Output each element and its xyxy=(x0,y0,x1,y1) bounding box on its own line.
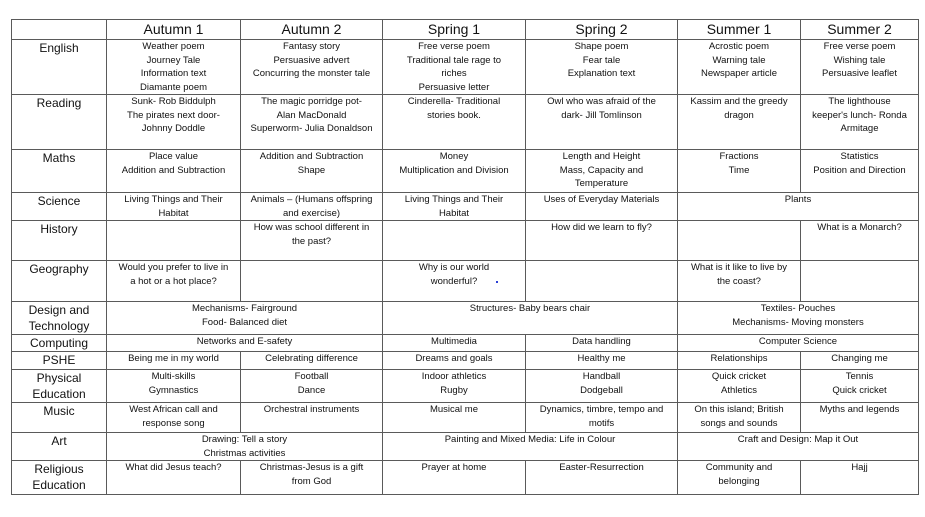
cell-line: Persuasive letter xyxy=(418,81,490,93)
topic-cell xyxy=(801,221,919,261)
cell-line: keeper's lunch- Ronda xyxy=(812,109,907,121)
term-header: Autumn 2 xyxy=(241,20,383,40)
subject-label xyxy=(12,370,107,403)
topic-cell xyxy=(241,352,383,370)
cell-line: Money xyxy=(439,151,469,162)
term-header: Summer 1 xyxy=(678,20,801,40)
topic-cell xyxy=(107,150,241,193)
cell-line: Drawing: Tell a story xyxy=(201,434,288,445)
topic-cell xyxy=(801,403,919,433)
topic-cell xyxy=(678,403,801,433)
cell-line: the past? xyxy=(291,235,332,247)
topic-cell xyxy=(107,261,241,302)
cell-line: Acrostic poem xyxy=(708,41,770,52)
cell-line: Dynamics, timbre, tempo and xyxy=(539,404,664,415)
cell-line: Fantasy story xyxy=(282,41,341,52)
topic-cell xyxy=(107,335,383,352)
topic-cell xyxy=(383,302,678,335)
cell-line: What did Jesus teach? xyxy=(125,462,222,473)
cell-line: Community and xyxy=(705,462,773,473)
topic-cell xyxy=(526,335,678,352)
cell-line: The lighthouse xyxy=(828,96,891,107)
row-english xyxy=(12,40,919,95)
topic-cell xyxy=(241,193,383,221)
subject-label xyxy=(12,302,107,335)
cell-line: Length and Height xyxy=(562,151,641,162)
stray-mark xyxy=(496,281,498,283)
cell-line: Multimedia xyxy=(431,336,477,347)
subject-label xyxy=(12,150,107,193)
topic-cell xyxy=(801,461,919,495)
cell-line: Addition and Subtraction xyxy=(259,151,364,162)
row-history xyxy=(12,221,919,261)
topic-cell xyxy=(526,150,678,193)
cell-line: Free verse poem xyxy=(823,41,896,52)
topic-cell xyxy=(383,95,526,150)
cell-line: Geography xyxy=(29,262,89,276)
cell-line: Information text xyxy=(140,68,207,79)
cell-line: dark- Jill Tomlinson xyxy=(561,109,642,121)
cell-line: dragon xyxy=(724,109,754,121)
cell-line: Networks and E-safety xyxy=(196,336,293,347)
cell-line: Quick cricket xyxy=(832,384,887,396)
topic-cell xyxy=(678,261,801,302)
cell-line: Johnny Doddle xyxy=(141,123,206,134)
cell-line: Musical me xyxy=(429,404,479,415)
cell-line: a hot or a hot place? xyxy=(130,275,217,287)
row-reading xyxy=(12,95,919,150)
cell-line: On this island; British xyxy=(694,404,784,415)
cell-line: Fear tale xyxy=(582,54,621,66)
topic-cell xyxy=(107,370,241,403)
cell-line: Weather poem xyxy=(142,41,205,52)
cell-line: belonging xyxy=(718,475,760,487)
row-maths xyxy=(12,150,919,193)
topic-cell xyxy=(241,403,383,433)
cell-line: Persuasive leaflet xyxy=(822,68,897,79)
cell-line: Alan MacDonald xyxy=(276,109,347,121)
cell-line: response song xyxy=(142,417,205,429)
term-header: Spring 1 xyxy=(383,20,526,40)
cell-line: Free verse poem xyxy=(418,41,490,52)
row-music xyxy=(12,403,919,433)
row-religious-education xyxy=(12,461,919,495)
subject-label xyxy=(12,40,107,95)
cell-line: What is it like to live by xyxy=(690,262,788,273)
cell-line: Tennis xyxy=(845,371,874,382)
cell-line: Time xyxy=(728,164,750,176)
row-design-technology xyxy=(12,302,919,335)
topic-cell xyxy=(383,433,678,461)
topic-cell xyxy=(801,150,919,193)
cell-line: Rugby xyxy=(440,384,468,396)
subject-label xyxy=(12,261,107,302)
cell-line: PSHE xyxy=(42,353,76,367)
cell-line: Data handling xyxy=(572,336,631,347)
cell-line: Statistics xyxy=(840,151,879,162)
row-science xyxy=(12,193,919,221)
cell-line: English xyxy=(39,41,79,55)
topic-cell xyxy=(383,335,526,352)
topic-cell xyxy=(241,40,383,95)
cell-line: Would you prefer to live in xyxy=(118,262,229,273)
cell-line: Temperature xyxy=(574,178,629,189)
cell-line: Fractions xyxy=(719,151,759,162)
cell-line: Why is our world xyxy=(418,262,490,273)
cell-line: Technology xyxy=(28,319,90,333)
topic-cell xyxy=(107,193,241,221)
cell-line: Uses of Everyday Materials xyxy=(543,194,660,205)
topic-cell xyxy=(241,95,383,150)
cell-line: riches xyxy=(441,68,467,79)
subject-label xyxy=(12,193,107,221)
topic-cell xyxy=(107,221,241,261)
cell-line: Prayer at home xyxy=(421,462,487,473)
topic-cell xyxy=(107,461,241,495)
subject-label xyxy=(12,95,107,150)
cell-line: Mechanisms- Fairground xyxy=(191,303,298,314)
cell-line: Explanation text xyxy=(567,68,636,79)
cell-line: Science xyxy=(37,194,81,208)
cell-line: Habitat xyxy=(158,207,189,219)
subject-label xyxy=(12,403,107,433)
cell-line: Plants xyxy=(784,194,812,205)
cell-line: Food- Balanced diet xyxy=(201,316,288,328)
topic-cell xyxy=(383,40,526,95)
topic-cell xyxy=(526,40,678,95)
row-pshe xyxy=(12,352,919,370)
cell-line: Gymnastics xyxy=(148,384,199,396)
cell-line: Athletics xyxy=(721,384,757,396)
topic-cell xyxy=(241,461,383,495)
topic-cell xyxy=(526,403,678,433)
row-computing xyxy=(12,335,919,352)
subject-label xyxy=(12,352,107,370)
cell-line: Football xyxy=(294,371,329,382)
cell-line: Newspaper article xyxy=(700,68,778,79)
cell-line: Multiplication and Division xyxy=(399,164,509,176)
cell-line: Shape xyxy=(297,164,326,176)
term-header: Autumn 1 xyxy=(107,20,241,40)
topic-cell xyxy=(107,40,241,95)
cell-line: Myths and legends xyxy=(819,404,900,415)
topic-cell xyxy=(241,370,383,403)
cell-line: Being me in my world xyxy=(128,353,219,364)
cell-line: Healthy me xyxy=(577,353,626,364)
topic-cell xyxy=(526,261,678,302)
subject-label xyxy=(12,335,107,352)
cell-line: The magic porridge pot- xyxy=(261,96,362,107)
cell-line: Dreams and goals xyxy=(415,353,493,364)
cell-line: Handball xyxy=(582,371,621,382)
cell-line: Hajj xyxy=(851,462,868,473)
cell-line: the coast? xyxy=(717,275,761,287)
cell-line: Music xyxy=(43,404,75,418)
topic-cell xyxy=(678,461,801,495)
cell-line: Owl who was afraid of the xyxy=(547,96,656,107)
cell-line: Place value xyxy=(148,151,199,162)
cell-line: Wishing tale xyxy=(833,54,886,66)
cell-line: Superworm- Julia Donaldson xyxy=(250,123,373,134)
cell-line: Journey Tale xyxy=(146,54,201,66)
cell-line: Indoor athletics xyxy=(421,371,487,382)
cell-line: Addition and Subtraction xyxy=(121,164,226,176)
corner-cell xyxy=(12,20,107,40)
curriculum-table xyxy=(11,19,919,495)
cell-line: Maths xyxy=(42,151,76,165)
cell-line: Dodgeball xyxy=(580,384,623,396)
cell-line: Art xyxy=(51,434,67,448)
topic-cell xyxy=(241,261,383,302)
cell-line: Position and Direction xyxy=(813,164,906,176)
topic-cell xyxy=(383,193,526,221)
cell-line: Living Things and Their xyxy=(404,194,504,205)
topic-cell xyxy=(241,150,383,193)
topic-cell xyxy=(383,352,526,370)
cell-line: Christmas-Jesus is a gift xyxy=(259,462,364,473)
term-header: Summer 2 xyxy=(801,20,919,40)
cell-line: Design and xyxy=(28,303,90,317)
topic-cell xyxy=(383,403,526,433)
cell-line: Mass, Capacity and xyxy=(559,164,644,176)
cell-line: Craft and Design: Map it Out xyxy=(737,434,859,445)
topic-cell xyxy=(678,95,801,150)
cell-line: Habitat xyxy=(438,207,470,219)
subject-label xyxy=(12,461,107,495)
topic-cell xyxy=(526,461,678,495)
topic-cell xyxy=(801,370,919,403)
cell-line: Living Things and Their xyxy=(124,194,223,205)
subject-label xyxy=(12,221,107,261)
cell-line: Easter-Resurrection xyxy=(559,462,644,473)
topic-cell xyxy=(678,193,919,221)
topic-cell xyxy=(678,433,919,461)
cell-line: Physical xyxy=(36,371,82,385)
cell-line: Textiles- Pouches xyxy=(760,303,836,314)
term-header: Spring 2 xyxy=(526,20,678,40)
cell-line: Computing xyxy=(29,336,89,350)
topic-cell xyxy=(801,95,919,150)
topic-cell xyxy=(107,433,383,461)
cell-line: Education xyxy=(32,387,86,401)
topic-cell xyxy=(383,261,526,302)
cell-line: wonderful? xyxy=(430,275,478,287)
header-row xyxy=(12,20,919,40)
topic-cell xyxy=(383,221,526,261)
cell-line: from God xyxy=(291,475,332,487)
cell-line: How did we learn to fly? xyxy=(551,222,652,233)
cell-line: Changing me xyxy=(831,353,888,364)
cell-line: Quick cricket xyxy=(711,371,767,382)
cell-line: Traditional tale rage to xyxy=(406,54,502,66)
cell-line: West African call and xyxy=(129,404,218,415)
topic-cell xyxy=(801,352,919,370)
cell-line: Multi-skills xyxy=(151,371,196,382)
cell-line: Relationships xyxy=(710,353,768,364)
topic-cell xyxy=(107,95,241,150)
cell-line: Orchestral instruments xyxy=(263,404,360,415)
topic-cell xyxy=(801,261,919,302)
topic-cell xyxy=(526,193,678,221)
topic-cell xyxy=(526,352,678,370)
cell-line: Structures- Baby bears chair xyxy=(469,303,591,314)
cell-line: Shape poem xyxy=(574,41,629,52)
topic-cell xyxy=(801,40,919,95)
cell-line: Religious xyxy=(34,462,84,476)
cell-line: Reading xyxy=(36,96,82,110)
topic-cell xyxy=(678,302,919,335)
cell-line: Persuasive advert xyxy=(273,54,350,66)
cell-line: stories book. xyxy=(427,109,481,121)
topic-cell xyxy=(107,403,241,433)
cell-line: Kassim and the greedy xyxy=(690,96,788,107)
topic-cell xyxy=(107,302,383,335)
cell-line: Armitage xyxy=(840,123,879,134)
cell-line: songs and sounds xyxy=(700,417,778,429)
cell-line: The pirates next door- xyxy=(127,109,220,121)
subject-label xyxy=(12,433,107,461)
cell-line: History xyxy=(40,222,78,236)
cell-line: Mechanisms- Moving monsters xyxy=(732,316,864,328)
topic-cell xyxy=(526,95,678,150)
topic-cell xyxy=(383,150,526,193)
cell-line: Diamante poem xyxy=(139,81,208,93)
cell-line: Sunk- Rob Biddulph xyxy=(131,96,216,107)
cell-line: Christmas activities xyxy=(203,447,286,459)
topic-cell xyxy=(678,370,801,403)
topic-cell xyxy=(678,40,801,95)
topic-cell xyxy=(241,221,383,261)
cell-line: motifs xyxy=(588,417,615,429)
cell-line: Dance xyxy=(297,384,326,396)
row-art xyxy=(12,433,919,461)
topic-cell xyxy=(383,370,526,403)
row-geography xyxy=(12,261,919,302)
topic-cell xyxy=(678,335,919,352)
topic-cell xyxy=(678,221,801,261)
topic-cell xyxy=(107,352,241,370)
topic-cell xyxy=(383,461,526,495)
cell-line: What is a Monarch? xyxy=(817,222,902,233)
cell-line: How was school different in xyxy=(253,222,370,233)
cell-line: Education xyxy=(32,478,86,492)
topic-cell xyxy=(678,150,801,193)
cell-line: Warning tale xyxy=(712,54,766,66)
row-physical-education xyxy=(12,370,919,403)
cell-line: Celebrating difference xyxy=(265,353,358,364)
cell-line: Cinderella- Traditional xyxy=(407,96,501,107)
topic-cell xyxy=(526,370,678,403)
cell-line: Painting and Mixed Media: Life in Colour xyxy=(444,434,616,445)
topic-cell xyxy=(526,221,678,261)
cell-line: Computer Science xyxy=(758,336,838,347)
cell-line: Animals – (Humans offspring xyxy=(250,194,373,205)
cell-line: and exercise) xyxy=(282,207,341,219)
cell-line: Concurring the monster tale xyxy=(252,68,371,79)
topic-cell xyxy=(678,352,801,370)
